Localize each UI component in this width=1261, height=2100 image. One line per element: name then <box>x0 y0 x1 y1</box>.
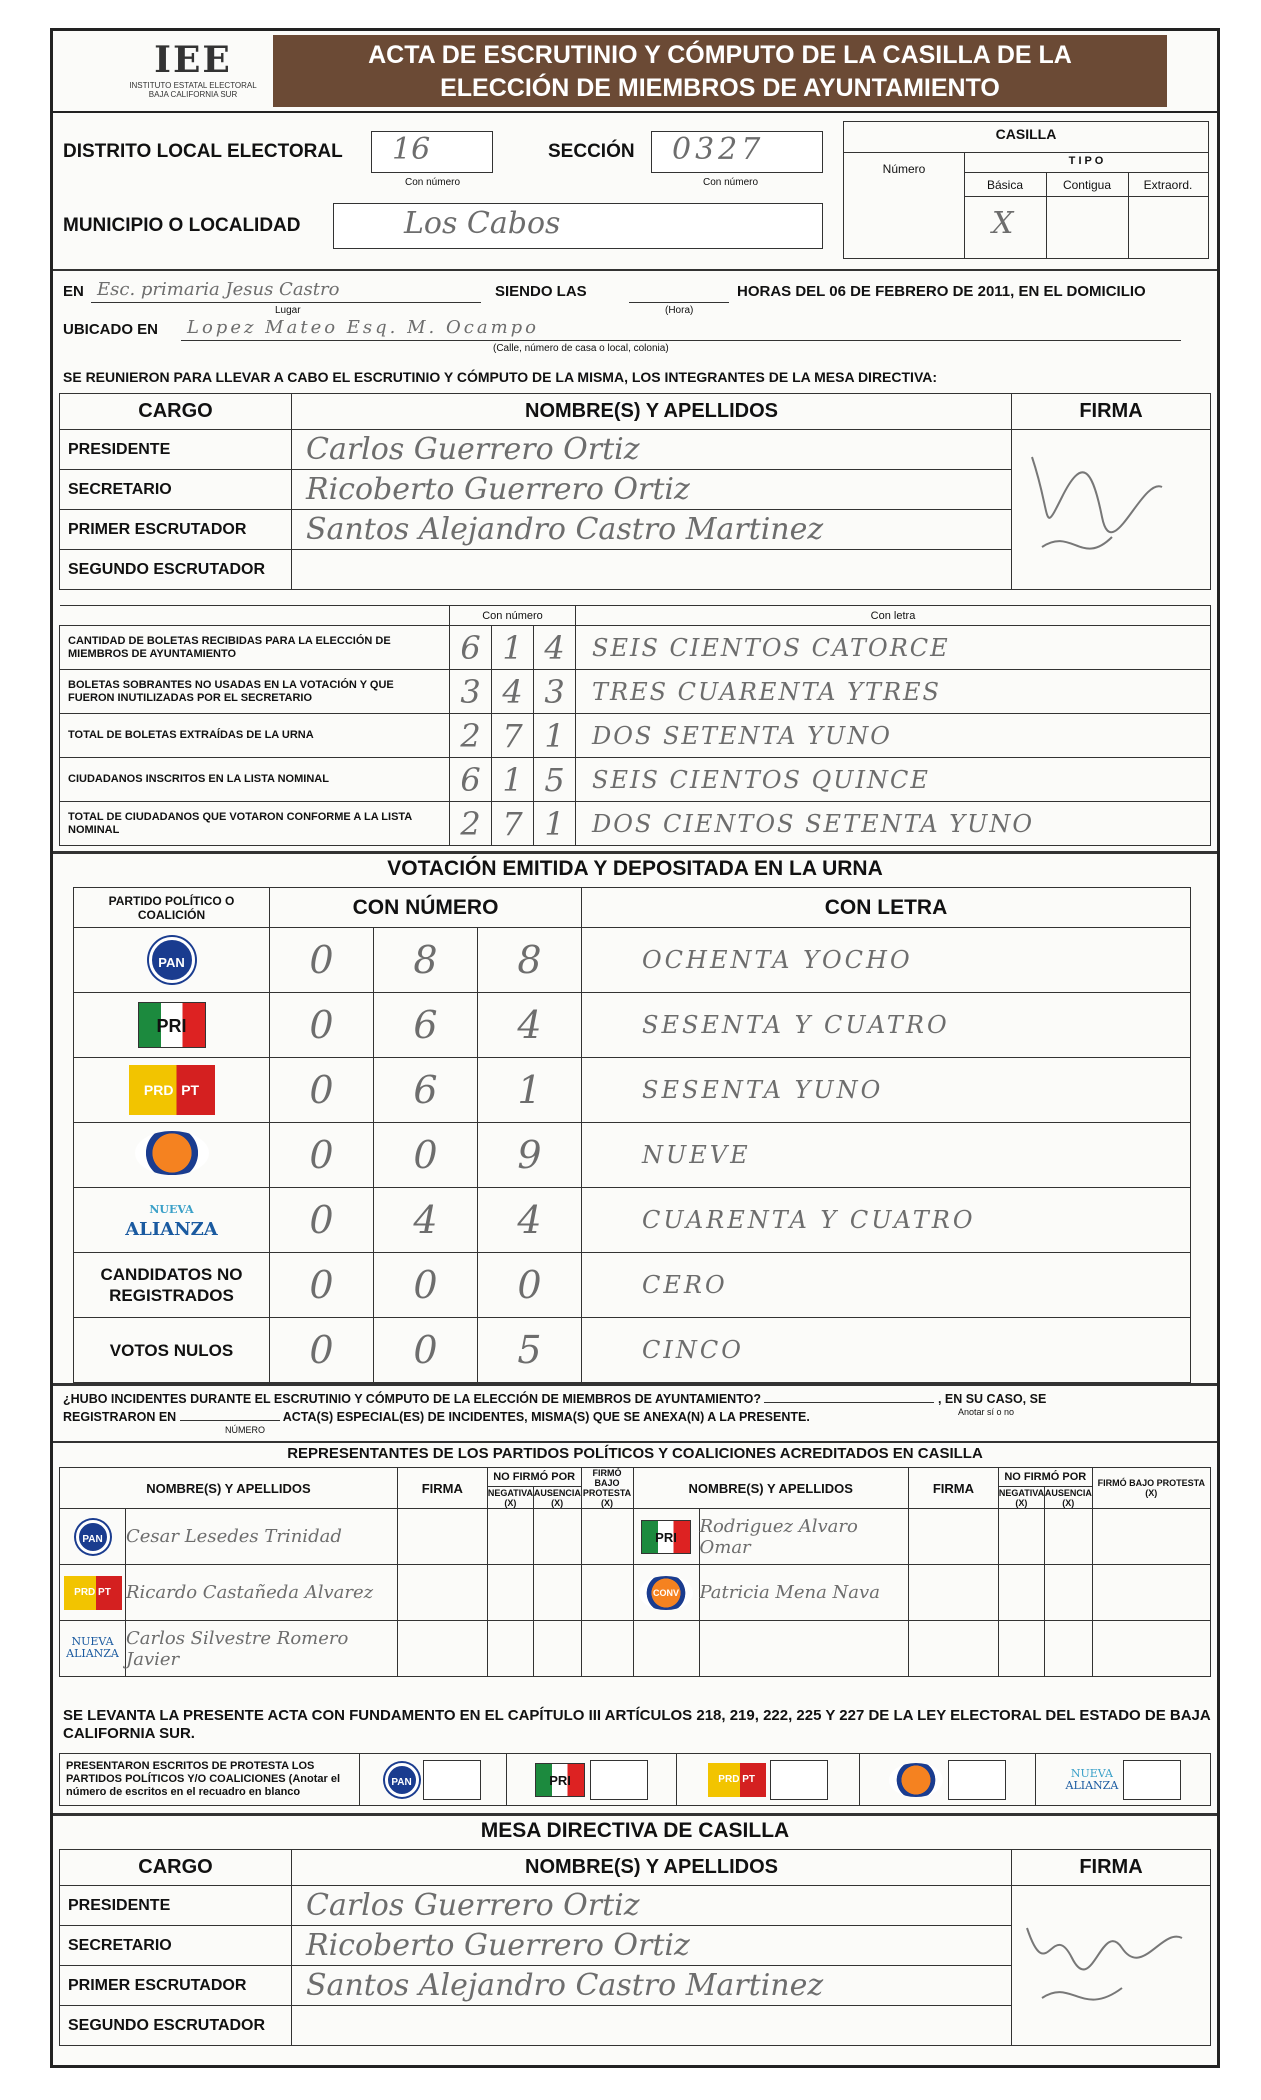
acta-form <box>50 28 1220 2068</box>
rep-name[interactable]: Cesar Lesedes Trinidad <box>126 1509 398 1565</box>
incidentes-line-2 <box>63 1409 810 1424</box>
votacion-title: VOTACIÓN EMITIDA Y DEPOSITADA EN LA URNA <box>387 857 883 880</box>
na-alianza: ALIANZA <box>1065 1778 1119 1792</box>
rep-negativa[interactable] <box>998 1621 1044 1677</box>
words-cell[interactable]: NUEVE <box>582 1123 1191 1188</box>
incidentes-anotar-caption: Anotar sí o no <box>958 1407 1015 1417</box>
boletas-question: CIUDADANOS INSCRITOS EN LA LISTA NOMINAL <box>60 758 450 802</box>
pan-logo <box>74 928 270 993</box>
digit-cell[interactable]: 9 <box>478 1123 582 1188</box>
boletas-row <box>60 714 1211 758</box>
digit-cell[interactable]: 6 <box>450 626 492 670</box>
digit-cell[interactable]: 6 <box>374 1058 478 1123</box>
seccion-value: 0327 <box>672 132 765 167</box>
mesa-firma-header: FIRMA <box>1012 1850 1211 1886</box>
words-cell[interactable]: CERO <box>582 1253 1191 1318</box>
rep-party-logo <box>633 1565 699 1621</box>
na-nueva: NUEVA <box>1070 1766 1113 1780</box>
mesa-firma-cell[interactable] <box>1012 1886 1211 2046</box>
domicilio-value: Lopez Mateo Esq. M. Ocampo <box>187 317 539 338</box>
mesa-nombre[interactable] <box>292 550 1012 590</box>
rep-party-logo <box>633 1621 699 1677</box>
boletas-row <box>60 758 1211 802</box>
digit-cell[interactable]: 0 <box>270 1188 374 1253</box>
votacion-row <box>74 1188 1191 1253</box>
rep-name[interactable]: Ricardo Castañeda Alvarez <box>126 1565 398 1621</box>
votacion-row <box>74 1058 1191 1123</box>
rep-ausencia[interactable] <box>1044 1565 1092 1621</box>
prd-pt-logo <box>74 1058 270 1123</box>
digit-cell[interactable]: 8 <box>374 928 478 993</box>
digit-cell[interactable]: 1 <box>534 802 576 846</box>
rep-firma-header-left: FIRMA <box>397 1468 487 1509</box>
mesa-bottom-title: MESA DIRECTIVA DE CASILLA <box>480 1819 790 1842</box>
rep-protesta[interactable] <box>1092 1509 1210 1565</box>
words-cell[interactable]: TRES CUARENTA YTRES <box>576 670 1211 714</box>
rep-ausencia[interactable] <box>533 1509 581 1565</box>
rep-name[interactable]: Patricia Mena Nava <box>699 1565 908 1621</box>
pan-icon: PAN <box>76 1520 110 1554</box>
casilla-contigua-label: Contigua <box>1062 178 1112 192</box>
votacion-row <box>74 993 1191 1058</box>
votacion-row <box>74 1123 1191 1188</box>
boletas-row <box>60 670 1211 714</box>
digit-cell[interactable]: 0 <box>374 1318 478 1383</box>
digit-cell[interactable]: 4 <box>492 670 534 714</box>
mesa-cargo: SECRETARIO <box>60 1926 292 1966</box>
pri-icon: PRI <box>138 1002 206 1048</box>
words-cell[interactable]: DOS CIENTOS SETENTA YUNO <box>576 802 1211 846</box>
casilla-extraord-label: Extraord. <box>1143 178 1193 192</box>
protesta-pan-input[interactable] <box>423 1760 481 1800</box>
casilla-numero-label: Número <box>882 162 926 176</box>
rep-firma[interactable] <box>397 1509 487 1565</box>
logo-subtitle-2: BAJA CALIFORNIA SUR <box>148 90 238 99</box>
words-cell[interactable]: CUARENTA Y CUATRO <box>582 1188 1191 1253</box>
digit-cell[interactable]: 8 <box>478 928 582 993</box>
digit-cell[interactable]: 0 <box>270 1058 374 1123</box>
seccion-caption: Con número <box>703 177 759 188</box>
digit-cell[interactable]: 0 <box>374 1123 478 1188</box>
lugar-caption: Lugar <box>275 305 301 316</box>
boletas-table <box>59 605 1211 846</box>
rep-negativa[interactable] <box>487 1509 533 1565</box>
words-cell[interactable]: DOS SETENTA YUNO <box>576 714 1211 758</box>
boletas-letra-header: Con letra <box>576 606 1211 626</box>
partido-header: PARTIDO POLÍTICO O COALICIÓN <box>74 888 270 928</box>
incidentes-question: ¿HUBO INCIDENTES DURANTE EL ESCRUTINIO Y CÓMPUTO DE LA ELECCIÓN DE MIEMBROS DE AYUNTAMIENTO? <box>63 1392 761 1406</box>
mesa-firma-header: FIRMA <box>1012 394 1211 430</box>
rep-protesta[interactable] <box>581 1565 633 1621</box>
rep-protesta[interactable] <box>1092 1621 1210 1677</box>
votacion-row <box>74 928 1191 993</box>
form-header <box>53 31 1217 113</box>
protesta-na-input[interactable] <box>1123 1760 1181 1800</box>
rep-row <box>60 1621 1211 1677</box>
reunieron-text: SE REUNIERON PARA LLEVAR A CABO EL ESCRUTINIO Y CÓMPUTO DE LA MISMA, LOS INTEGRANTES DE LA MESA DIRECTIVA: <box>63 369 938 385</box>
incidentes-acta-text: ACTA(S) ESPECIAL(ES) DE INCIDENTES, MISMA(S) QUE SE ANEXA(N) A LA PRESENTE. <box>282 1410 810 1424</box>
rep-name[interactable]: Rodriguez Alvaro Omar <box>699 1509 908 1565</box>
casilla-basica-mark[interactable]: X <box>992 206 1014 241</box>
words-cell[interactable]: CINCO <box>582 1318 1191 1383</box>
casilla-title: CASILLA <box>995 126 1057 142</box>
protesta-table <box>59 1753 1211 1806</box>
digit-cell[interactable]: 0 <box>270 1253 374 1318</box>
protesta-pan <box>360 1754 507 1806</box>
convergencia-icon <box>889 1763 943 1797</box>
title-line-2: ELECCIÓN DE MIEMBROS DE AYUNTAMIENTO <box>440 74 1000 102</box>
digit-cell[interactable]: 5 <box>478 1318 582 1383</box>
mesa-cargo: SEGUNDO ESCRUTADOR <box>60 2006 292 2046</box>
casilla-tipo-label: T I P O <box>1068 155 1104 167</box>
mesa-nombre[interactable]: Santos Alejandro Castro Martinez <box>292 510 1012 550</box>
prd-pt-icon <box>129 1065 215 1115</box>
digit-cell[interactable]: 7 <box>492 802 534 846</box>
digit-cell[interactable]: 1 <box>492 626 534 670</box>
iee-logo <box>93 39 293 109</box>
digit-cell[interactable]: 0 <box>478 1253 582 1318</box>
na-nueva: NUEVA <box>149 1203 194 1216</box>
rep-firma[interactable] <box>908 1509 998 1565</box>
boletas-question: BOLETAS SOBRANTES NO USADAS EN LA VOTACIÓN Y QUE FUERON INUTILIZADAS POR EL SECRETARIO <box>60 670 450 714</box>
rep-firma-header-right: FIRMA <box>908 1468 998 1509</box>
digit-cell[interactable]: 4 <box>534 626 576 670</box>
protesta-pri-input[interactable] <box>590 1760 648 1800</box>
digit-cell[interactable]: 0 <box>270 1318 374 1383</box>
digit-cell[interactable]: 3 <box>450 670 492 714</box>
rep-party-logo <box>60 1621 126 1677</box>
ubicado-label: UBICADO EN <box>63 321 159 338</box>
domicilio-caption: (Calle, número de casa o local, colonia) <box>493 343 669 354</box>
mesa-nombre[interactable]: Carlos Guerrero Ortiz <box>292 430 1012 470</box>
boletas-row <box>60 802 1211 846</box>
logo-subtitle-1: INSTITUTO ESTATAL ELECTORAL <box>129 81 257 90</box>
mesa-nombres-header: NOMBRE(S) Y APELLIDOS <box>292 1850 1012 1886</box>
mesa-nombre[interactable]: Santos Alejandro Castro Martinez <box>292 1966 1012 2006</box>
votacion-letra-header: CON LETRA <box>582 888 1191 928</box>
mesa-row <box>60 430 1211 470</box>
rep-row <box>60 1509 1211 1565</box>
rep-ausencia[interactable] <box>1044 1509 1092 1565</box>
seccion-label: SECCIÓN <box>548 141 635 162</box>
pan-icon: PAN <box>149 937 195 983</box>
rep-party-logo <box>633 1509 699 1565</box>
rep-ausencia[interactable] <box>533 1565 581 1621</box>
rep-firma[interactable] <box>397 1565 487 1621</box>
rep-negativa[interactable] <box>487 1621 533 1677</box>
seccion-field[interactable] <box>651 131 823 173</box>
digit-cell[interactable]: 4 <box>478 1188 582 1253</box>
logo-mark: IEE <box>154 39 232 81</box>
rep-firma[interactable] <box>908 1621 998 1677</box>
digit-cell[interactable]: 0 <box>270 1123 374 1188</box>
mesa-cargo: SECRETARIO <box>60 470 292 510</box>
rep-ausencia[interactable] <box>1044 1621 1092 1677</box>
boletas-question: CANTIDAD DE BOLETAS RECIBIDAS PARA LA ELECCIÓN DE MIEMBROS DE AYUNTAMIENTO <box>60 626 450 670</box>
boletas-question: TOTAL DE CIUDADANOS QUE VOTARON CONFORME A LA LISTA NOMINAL <box>60 802 450 846</box>
digit-cell[interactable]: 4 <box>478 993 582 1058</box>
words-cell[interactable]: SEIS CIENTOS CATORCE <box>576 626 1211 670</box>
signature-scribble <box>1012 1898 1192 2028</box>
nueva-alianza-icon: NUEVA ALIANZA <box>66 1634 119 1660</box>
prd-icon-label: PRD <box>718 1773 740 1785</box>
rep-protesta-header-right: FIRMÓ BAJO PROTESTA (X) <box>1092 1468 1210 1509</box>
pri-logo <box>74 993 270 1058</box>
rep-nombres-header-right: NOMBRE(S) Y APELLIDOS <box>633 1468 908 1509</box>
mesa-firma-cell[interactable] <box>1012 430 1211 590</box>
pt-icon-label: PT <box>181 1082 200 1098</box>
mesa-cargo-header: CARGO <box>60 1850 292 1886</box>
protesta-prd-pt <box>677 1754 860 1806</box>
mesa-bottom-table <box>59 1849 1211 2046</box>
votacion-numero-header: CON NÚMERO <box>270 888 582 928</box>
digit-cell[interactable]: 1 <box>534 714 576 758</box>
digit-cell[interactable]: 2 <box>450 802 492 846</box>
na-alianza: ALIANZA <box>125 1219 218 1240</box>
mesa-cargo: PRIMER ESCRUTADOR <box>60 510 292 550</box>
mesa-nombre[interactable]: Carlos Guerrero Ortiz <box>292 1886 1012 1926</box>
rep-protesta-header-left: FIRMÓ BAJO PROTESTA (X) <box>582 1468 632 1508</box>
protesta-text: PRESENTARON ESCRITOS DE PROTESTA LOS PARTIDOS POLÍTICOS Y/O COALICIONES (Anotar el número de escritos en el recuadro en blanco <box>60 1754 360 1806</box>
convergencia-logo <box>74 1123 270 1188</box>
domicilio-field[interactable] <box>181 317 1181 341</box>
digit-cell[interactable]: 6 <box>374 993 478 1058</box>
protesta-pri <box>506 1754 677 1806</box>
pan-icon: PAN <box>385 1763 419 1797</box>
signature-scribble <box>1012 437 1192 577</box>
incidentes-yesno-field[interactable] <box>764 1391 934 1403</box>
mesa-cargo: PRESIDENTE <box>60 1886 292 1926</box>
convergencia-icon <box>135 1131 209 1175</box>
nueva-alianza-icon <box>125 1200 218 1240</box>
representantes-title: REPRESENTANTES DE LOS PARTIDOS POLÍTICOS Y COALICIONES ACREDITADOS EN CASILLA <box>287 1445 983 1462</box>
rep-firma[interactable] <box>397 1621 487 1677</box>
rep-negativa[interactable] <box>998 1509 1044 1565</box>
representantes-table <box>59 1467 1211 1677</box>
nueva-alianza-icon <box>1066 1768 1119 1792</box>
rep-protesta[interactable] <box>1092 1565 1210 1621</box>
prd-pt-icon: PRD PT <box>64 1576 122 1610</box>
incidentes-numero-field[interactable] <box>180 1409 280 1421</box>
lugar-field[interactable] <box>91 279 481 303</box>
incidentes-numero-caption: NÚMERO <box>225 1425 265 1435</box>
rep-protesta[interactable] <box>581 1621 633 1677</box>
rep-negativa-left: NEGATIVA (X) <box>487 1487 533 1508</box>
rep-firma[interactable] <box>908 1565 998 1621</box>
mesa-directiva-table <box>59 393 1211 590</box>
rep-name[interactable] <box>699 1621 908 1677</box>
municipio-value: Los Cabos <box>404 206 561 241</box>
nueva-alianza-logo <box>74 1188 270 1253</box>
mesa-nombres-header: NOMBRE(S) Y APELLIDOS <box>292 394 1012 430</box>
en-label: EN <box>63 283 84 300</box>
incidentes-question-end: , EN SU CASO, SE <box>937 1392 1047 1406</box>
rep-protesta[interactable] <box>581 1509 633 1565</box>
rep-negativa-right: NEGATIVA (X) <box>998 1487 1045 1508</box>
votacion-row <box>74 1253 1191 1318</box>
rep-nofirmo-header-right: NO FIRMÓ POR <box>998 1468 1092 1487</box>
rep-row <box>60 1565 1211 1621</box>
rep-name[interactable]: Carlos Silvestre Romero Javier <box>126 1621 398 1677</box>
digit-cell[interactable]: 1 <box>492 758 534 802</box>
words-cell[interactable]: SEIS CIENTOS QUINCE <box>576 758 1211 802</box>
boletas-row <box>60 626 1211 670</box>
rep-ausencia[interactable] <box>533 1621 581 1677</box>
votacion-table <box>73 887 1191 1383</box>
siendo-label: SIENDO LAS <box>495 283 587 300</box>
protesta-conv-input[interactable] <box>948 1760 1006 1800</box>
casilla-box <box>843 121 1209 259</box>
digit-cell[interactable]: 4 <box>374 1188 478 1253</box>
distrito-caption: Con número <box>405 177 461 188</box>
title-line-1: ACTA DE ESCRUTINIO Y CÓMPUTO DE LA CASILLA DE LA <box>368 41 1072 69</box>
rep-nombres-header-left: NOMBRE(S) Y APELLIDOS <box>60 1468 398 1509</box>
incidentes-registraron: REGISTRARON EN <box>63 1410 177 1424</box>
mesa-row <box>60 1886 1211 1926</box>
distrito-value: 16 <box>392 132 431 167</box>
words-cell[interactable]: SESENTA Y CUATRO <box>582 993 1191 1058</box>
pri-icon: PRI <box>641 1520 691 1554</box>
rep-party-logo <box>60 1509 126 1565</box>
boletas-question: TOTAL DE BOLETAS EXTRAÍDAS DE LA URNA <box>60 714 450 758</box>
rep-party-logo <box>60 1565 126 1621</box>
mesa-nombre[interactable] <box>292 2006 1012 2046</box>
digit-cell[interactable]: 2 <box>450 714 492 758</box>
hora-caption: (Hora) <box>665 305 694 316</box>
digit-cell[interactable]: 1 <box>478 1058 582 1123</box>
prd-icon-label: PRD <box>143 1082 174 1098</box>
protesta-prd-input[interactable] <box>770 1760 828 1800</box>
distrito-field[interactable] <box>371 131 493 173</box>
rep-negativa[interactable] <box>487 1565 533 1621</box>
rep-ausencia-right: AUSENCIA (X) <box>1044 1487 1092 1508</box>
pt-icon-label: PT <box>742 1773 755 1785</box>
digit-cell[interactable]: 3 <box>534 670 576 714</box>
rep-nofirmo-header-left: NO FIRMÓ POR <box>487 1468 581 1487</box>
votos-nulos-label: VOTOS NULOS <box>74 1318 270 1383</box>
lugar-value: Esc. primaria Jesus Castro <box>97 279 340 300</box>
mesa-cargo: PRESIDENTE <box>60 430 292 470</box>
no-registrados-label: CANDIDATOS NO REGISTRADOS <box>74 1253 270 1318</box>
mesa-cargo: SEGUNDO ESCRUTADOR <box>60 550 292 590</box>
digit-cell[interactable]: 5 <box>534 758 576 802</box>
convergencia-icon: CONV <box>639 1576 693 1610</box>
prd-pt-icon <box>708 1763 766 1797</box>
casilla-basica-label: Básica <box>986 178 1024 192</box>
distrito-label: DISTRITO LOCAL ELECTORAL <box>63 141 343 162</box>
digit-cell[interactable]: 0 <box>270 928 374 993</box>
pri-icon: PRI <box>535 1763 585 1797</box>
horas-text: HORAS DEL 06 DE FEBRERO DE 2011, EN EL DOMICILIO <box>737 283 1146 300</box>
form-title <box>273 35 1167 107</box>
words-cell[interactable]: SESENTA YUNO <box>582 1058 1191 1123</box>
boletas-numero-header: Con número <box>450 606 576 626</box>
mesa-cargo-header: CARGO <box>60 394 292 430</box>
incidentes-line-1 <box>63 1391 1046 1406</box>
digit-cell[interactable]: 0 <box>374 1253 478 1318</box>
mesa-nombre[interactable]: Ricoberto Guerrero Ortiz <box>292 1926 1012 1966</box>
votacion-row <box>74 1318 1191 1383</box>
words-cell[interactable]: OCHENTA YOCHO <box>582 928 1191 993</box>
digit-cell[interactable]: 6 <box>450 758 492 802</box>
protesta-na <box>1036 1754 1211 1806</box>
rep-negativa[interactable] <box>998 1565 1044 1621</box>
mesa-nombre[interactable]: Ricoberto Guerrero Ortiz <box>292 470 1012 510</box>
mesa-cargo: PRIMER ESCRUTADOR <box>60 1966 292 2006</box>
fundamento-text: SE LEVANTA LA PRESENTE ACTA CON FUNDAMENTO EN EL CAPÍTULO III ARTÍCULOS 218, 219, 222, 225 Y 227 DE LA LEY ELECTORAL DEL ESTADO DE BAJA CALIFORNIA SUR. <box>63 1707 1211 1742</box>
digit-cell[interactable]: 0 <box>270 993 374 1058</box>
municipio-label: MUNICIPIO O LOCALIDAD <box>63 215 301 236</box>
protesta-conv <box>859 1754 1036 1806</box>
digit-cell[interactable]: 7 <box>492 714 534 758</box>
hora-field[interactable] <box>629 279 729 303</box>
municipio-field[interactable] <box>333 203 823 249</box>
rep-ausencia-left: AUSENCIA (X) <box>533 1487 581 1508</box>
